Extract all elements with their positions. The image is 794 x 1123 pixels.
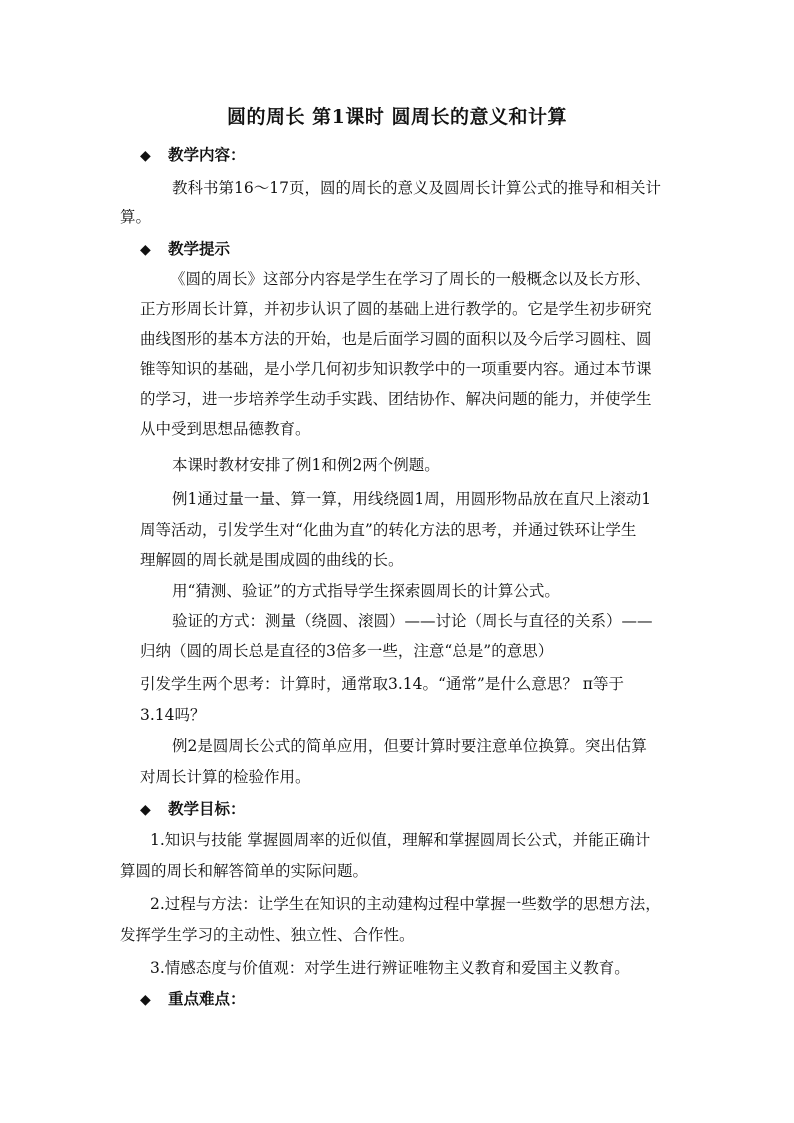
paragraph-line: 从中受到思想品德教育。: [140, 420, 311, 438]
paragraph-line: 周等活动，引发学生对“化曲为直”的转化方法的思考，并通过铁环让学生: [140, 521, 637, 539]
paragraph-line: 验证的方式：测量（绕圆、滚圆）——讨论（周长与直径的关系）——: [172, 612, 653, 630]
section-heading-content: [140, 144, 246, 167]
diamond-bullet-icon: ◆: [140, 802, 151, 818]
paragraph-line: 的学习，进一步培养学生动手实践、团结协作、解决问题的能力，并使学生: [140, 390, 652, 408]
paragraph-line: 引发学生两个思考：计算时，通常取3.14。“通常”是什么意思？ π等于: [140, 675, 624, 693]
diamond-bullet-icon: ◆: [140, 992, 151, 1008]
heading-label: 教学提示: [168, 239, 231, 258]
paragraph-line: 曲线图形的基本方法的开始，也是后面学习圆的面积以及今后学习圆柱、圆: [140, 330, 652, 348]
paragraph-line: 发挥学生学习的主动性、独立性、合作性。: [120, 926, 415, 944]
paragraph-line: 算。: [120, 208, 152, 226]
section-heading-key-points: [140, 988, 246, 1011]
paragraph-line: 教科书第16～17页，圆的周长的意义及圆周长计算公式的推导和相关计: [172, 179, 661, 197]
paragraph-line: 《圆的周长》这部分内容是学生在学习了周长的一般概念以及长方形、: [170, 270, 651, 288]
diamond-bullet-icon: ◆: [140, 242, 151, 258]
paragraph-line: 1.知识与技能 掌握圆周率的近似值，理解和掌握圆周长公式，并能正确计: [150, 831, 651, 849]
paragraph-line: 对周长计算的检验作用。: [140, 768, 311, 786]
paragraph-line: 本课时教材安排了例1和例2两个例题。: [172, 456, 440, 474]
section-heading-tips: [140, 238, 230, 261]
paragraph-line: 锥等知识的基础，是小学几何初步知识教学中的一项重要内容。通过本节课: [140, 360, 652, 378]
paragraph-line: 理解圆的周长就是围成圆的曲线的长。: [140, 551, 404, 569]
paragraph-line: 例1通过量一量、算一算，用线绕圆1周，用圆形物品放在直尺上滚动1: [172, 490, 652, 508]
paragraph-line: 算圆的周长和解答简单的实际问题。: [120, 862, 369, 880]
paragraph-line: 2.过程与方法：让学生在知识的主动建构过程中掌握一些数学的思想方法，: [150, 895, 661, 913]
paragraph-line: 用“猜测、验证”的方式指导学生探索圆周长的计算公式。: [172, 582, 560, 600]
heading-label: 教学目标：: [168, 799, 246, 818]
diamond-bullet-icon: ◆: [140, 148, 151, 164]
page-title: 圆的周长 第1课时 圆周长的意义和计算: [227, 106, 567, 128]
paragraph-line: 例2是圆周长公式的简单应用，但要计算时要注意单位换算。突出估算: [172, 737, 647, 755]
paragraph-line: 归纳（圆的周长总是直径的3倍多一些，注意“总是”的意思）: [140, 642, 554, 660]
paragraph-line: 3.14吗？: [140, 706, 206, 724]
heading-label: 重点难点：: [168, 989, 246, 1008]
heading-label: 教学内容：: [168, 145, 246, 164]
paragraph-line: 正方形周长计算，并初步认识了圆的基础上进行教学的。它是学生初步研究: [140, 300, 652, 318]
section-heading-goals: [140, 798, 246, 821]
paragraph-line: 3.情感态度与价值观：对学生进行辨证唯物主义教育和爱国主义教育。: [150, 959, 630, 977]
